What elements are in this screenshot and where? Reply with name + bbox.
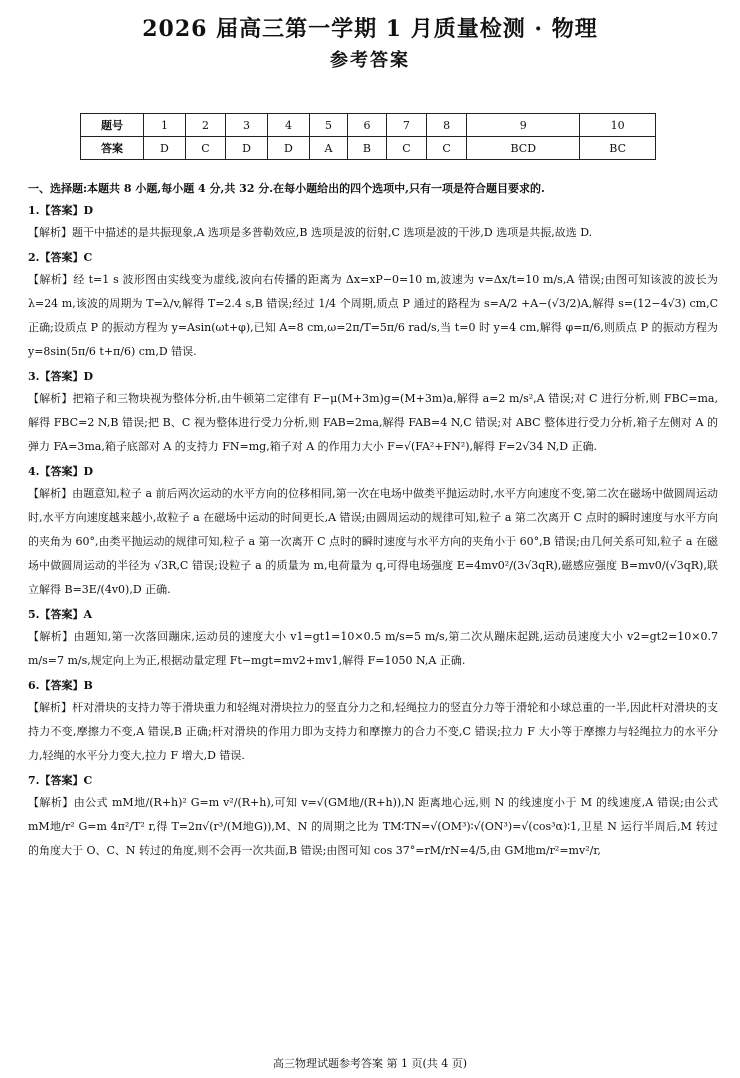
explanation: 【解析】杆对滑块的支持力等于滑块重力和轻绳对滑块拉力的竖直分力之和,轻绳拉力的竖直分力等于滑轮和小球总重的一半,因此杆对滑块的支持力不变,摩擦力不变,A 错误,B 正确;杆对滑块的作用力即为支持力和摩擦力的合力不变,C 错误;拉力 F 大小等于摩擦力与轻绳拉力的水平分力,轻绳的水平分力变大,拉力 F 增大,D 错误. [28, 701, 718, 762]
answer-heading: 7.【答案】C [28, 774, 93, 787]
document-subtitle: 参考答案 [330, 50, 410, 71]
section-heading: 一、选择题:本题共 8 小题,每小题 4 分,共 32 分.在每小题给出的四个选项中,只有一项是符合题目要求的. [28, 182, 545, 195]
document-title: 2026 届高三第一学期 1 月质量检测 · 物理 [142, 16, 598, 42]
answer-table-answer-row [81, 137, 656, 160]
page-footer: 高三物理试题参考答案 第 1 页(共 4 页) [272, 1057, 468, 1070]
answer-cell: C [386, 137, 426, 160]
explanation: 【解析】由题知,第一次落回蹦床,运动员的速度大小 v1=gt1=10×0.5 m/s=5 m/s,第二次从蹦床起跳,运动员速度大小 v2=gt2=10×0.7 m/s=7 m/s,规定向上为正,根据动量定理 Ft−mgt=mv2+mv1,解得 F=1050 N,A 正确. [28, 630, 718, 667]
question-number: 6 [348, 114, 387, 137]
question-number: 8 [427, 114, 467, 137]
answer-heading: 1.【答案】D [28, 204, 94, 217]
explanation: 【解析】由题意知,粒子 a 前后两次运动的水平方向的位移相同,第一次在电场中做类平抛运动时,水平方向速度不变,第二次在磁场中做圆周运动时,水平方向速度越来越小,故粒子 a 在磁场中运动的时间更长,A 错误;由圆周运动的规律可知,粒子 a 第二次离开 C 点时的瞬时速度与水平方向的夹角为 60°,由类平抛运动的规律可知,粒子 a 第一次离开 C 点时的瞬时速度与水平方向的夹角小于 60°,B 错误;由几何关系可知,粒子 a 在磁场中做圆周运动的半径为 √3R,C 错误;设粒子 a 的质量为 m,电荷量为 q,可得电场强度 E=4mv0²/(3√3qR),磁感应强度 B=mv0/(√3qR),联立解得 B=3E/(4v0),D 正确. [28, 487, 718, 596]
answer-cell: D [267, 137, 309, 160]
answer-cell: D [144, 137, 186, 160]
question-number: 2 [185, 114, 225, 137]
question-number: 9 [467, 114, 580, 137]
answer-cell: D [226, 137, 268, 160]
question-number: 1 [144, 114, 186, 137]
answer-cell: A [309, 137, 347, 160]
answer-heading: 3.【答案】D [28, 370, 94, 383]
answer-heading: 2.【答案】C [28, 251, 93, 264]
question-number: 7 [386, 114, 426, 137]
explanation: 【解析】经 t=1 s 波形图由实线变为虚线,波向右传播的距离为 Δx=xP−0=10 m,波速为 v=Δx/t=10 m/s,A 错误;由图可知该波的波长为 λ=24 m,该波的周期为 T=λ/v,解得 T=2.4 s,B 错误;经过 1/4 个周期,质点 P 通过的路程为 s=A/2 +A−(√3/2)A,解得 s=(12−4√3) cm,C 正确;设质点 P 的振动方程为 y=Asin(ωt+φ),已知 A=8 cm,ω=2π/T=5π/6 rad/s,当 t=0 时 y=4 cm,解得 φ=π/6,则质点 P 的振动方程为 y=8sin(5π/6 t+π/6) cm,D 错误. [28, 273, 718, 358]
number-row-label: 题号 [81, 114, 144, 137]
explanation: 【解析】题干中描述的是共振现象,A 选项是多普勒效应,B 选项是波的衍射,C 选项是波的干涉,D 选项是共振,故选 D. [28, 226, 593, 239]
answer-table [80, 113, 656, 160]
explanation: 【解析】把箱子和三物块视为整体分析,由牛顿第二定律有 F−μ(M+3m)g=(M+3m)a,解得 a=2 m/s²,A 错误;对 C 进行分析,则 FBC=ma,解得 FBC=2 N,B 错误;把 B、C 视为整体进行受力分析,则 FAB=2ma,解得 FAB=4 N,C 错误;对 ABC 整体进行受力分析,箱子左侧对 A 的弹力 FA=3ma,箱子底部对 A 的支持力 FN=mg,箱子对 A 的作用力大小 F=√(FA²+FN²),解得 F=2√34 N,D 正确. [28, 392, 718, 453]
answer-table-number-row [81, 114, 656, 137]
answer-cell: B [348, 137, 387, 160]
question-number: 10 [580, 114, 656, 137]
answer-heading: 5.【答案】A [28, 608, 93, 621]
answer-cell: C [427, 137, 467, 160]
answer-cell: BC [580, 137, 656, 160]
answer-row-label: 答案 [81, 137, 144, 160]
question-number: 4 [267, 114, 309, 137]
answer-heading: 6.【答案】B [28, 679, 93, 692]
answer-cell: BCD [467, 137, 580, 160]
answer-heading: 4.【答案】D [28, 465, 94, 478]
solutions [28, 198, 718, 863]
question-number: 3 [226, 114, 268, 137]
question-number: 5 [309, 114, 347, 137]
answer-cell: C [185, 137, 225, 160]
explanation: 【解析】由公式 mM地/(R+h)² G=m v²/(R+h),可知 v=√(GM地/(R+h)),N 距离地心远,则 N 的线速度小于 M 的线速度,A 错误;由公式 mM地/r² G=m 4π²/T² r,得 T=2π√(r³/(M地G)),M、N 的周期之比为 TM∶TN=√(OM³)∶√(ON³)=√(cos³α)∶1,卫星 N 运行半周后,M 转过的角度大于 O、C、N 转过的角度,则不会再一次共面,B 错误;由图可知 cos 37°=rM/rN=4/5,由 GM地m/r²=mv²/r, [28, 796, 718, 857]
